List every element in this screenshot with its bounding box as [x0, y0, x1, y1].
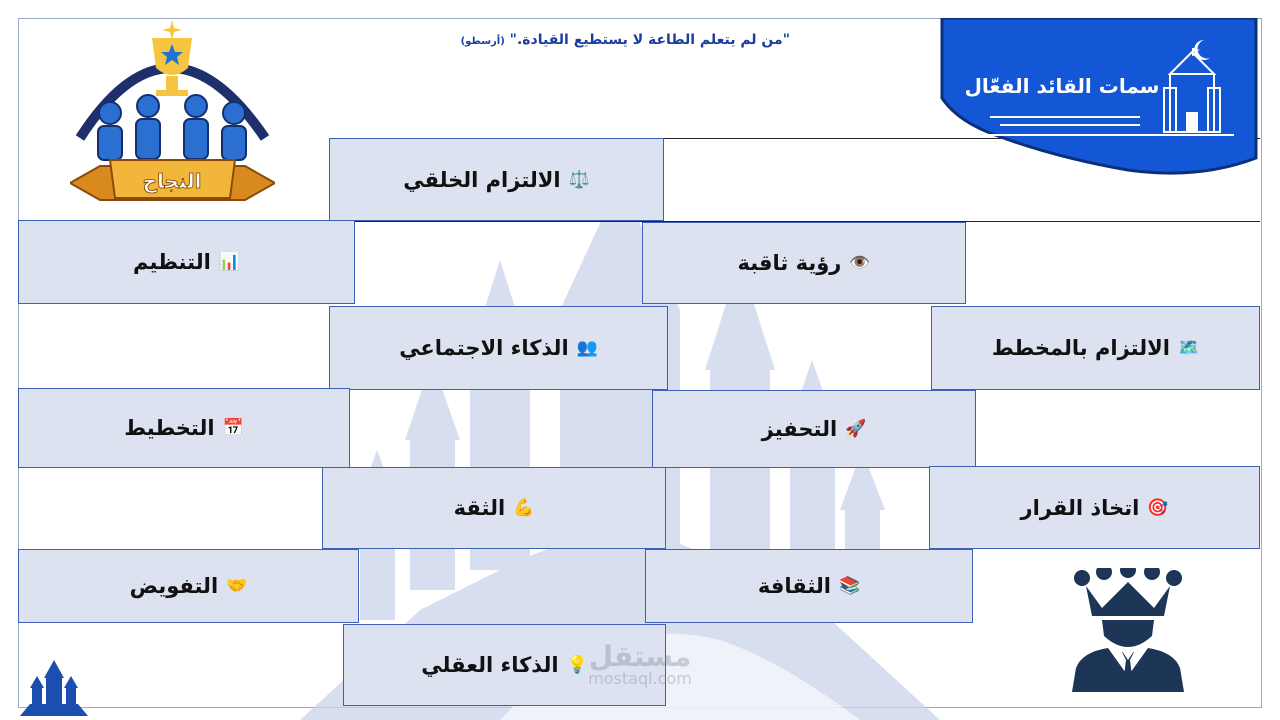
trait-vision — [642, 222, 966, 304]
trait-label: الثقافة — [757, 574, 831, 598]
trophy-label: النجاح — [142, 169, 202, 193]
trait-label: الالتزام الخلقي — [403, 167, 561, 192]
handshake-icon: 🤝 — [226, 576, 248, 596]
people-icon: 👥 — [576, 338, 598, 358]
trait-label: الذكاء العقلي — [421, 653, 559, 677]
trait-label: الثقة — [453, 496, 506, 520]
trait-label: التخطيط — [124, 416, 215, 440]
trait-label: التنظيم — [133, 250, 211, 274]
calendar-icon: 📅 — [222, 418, 244, 438]
trait-moral-commitment — [329, 138, 664, 221]
success-trophy-image — [70, 18, 275, 208]
small-castle-image — [20, 658, 88, 716]
rocket-icon: 🚀 — [845, 419, 867, 439]
trait-delegation — [18, 549, 359, 623]
watermark-brand: مستقل — [588, 640, 692, 673]
trait-motivation — [652, 390, 976, 468]
trait-social-intelligence — [329, 306, 668, 390]
quote-author: (أرسطو) — [460, 36, 505, 47]
trait-culture — [645, 549, 973, 623]
eye-icon: 👁️ — [849, 253, 871, 273]
trait-label: رؤية ثاقبة — [737, 251, 842, 275]
trait-planning — [18, 388, 350, 468]
trait-label: التحفيز — [761, 417, 838, 441]
trait-label: اتخاذ القرار — [1020, 495, 1140, 520]
trait-organization — [18, 220, 355, 304]
banner-title: سمات القائد الفعّال — [964, 74, 1160, 98]
title-banner — [938, 18, 1258, 180]
crowned-leader-icon — [1072, 568, 1184, 692]
trait-label: التفويض — [129, 574, 219, 598]
trait-decision-making — [929, 466, 1260, 549]
target-icon: 🎯 — [1147, 497, 1169, 518]
bar-chart-icon: 📊 — [218, 252, 240, 272]
scales-icon: ⚖️ — [568, 169, 590, 190]
trait-confidence — [322, 467, 666, 549]
trait-plan-commitment — [931, 306, 1260, 390]
lightbulb-icon: 💡 — [566, 655, 588, 675]
quote-text: "من لم يتعلم الطاعة لا يستطيع القيادة." — [509, 32, 790, 48]
map-icon: 🗺️ — [1177, 338, 1200, 358]
watermark — [560, 640, 720, 688]
muscle-icon: 💪 — [513, 498, 535, 518]
quote — [330, 32, 790, 48]
trait-label: الالتزام بالمخطط — [991, 336, 1170, 360]
trait-label: الذكاء الاجتماعي — [399, 336, 569, 360]
books-icon: 📚 — [839, 576, 861, 596]
watermark-site: mostaql.com — [588, 669, 692, 688]
